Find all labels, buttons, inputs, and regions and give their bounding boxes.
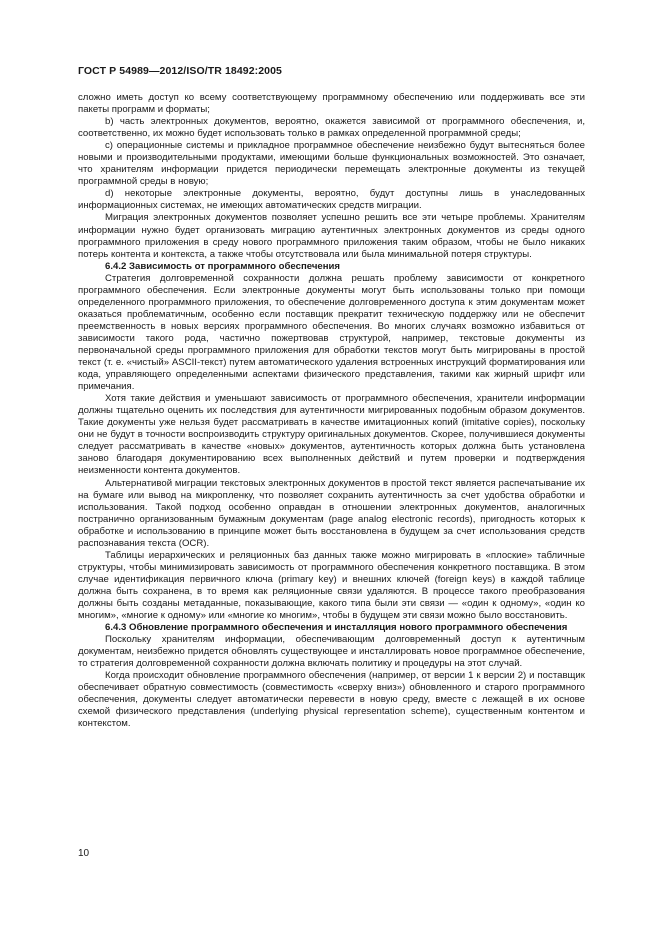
- list-item-b: b) часть электронных документов, вероятно, окажется зависимой от программного обеспечения, и, соответственно, их можно будет использовать только в рамках определенной программной среды;: [78, 116, 585, 140]
- document-header: ГОСТ Р 54989—2012/ISO/TR 18492:2005: [78, 65, 282, 77]
- page-number: 10: [78, 848, 90, 859]
- paragraph: Поскольку хранителям информации, обеспечивающим долговременный доступ к аутентичным документам, неизбежно придется обновлять существующее и инсталлировать новое программное обеспечение, то стратегия долговременной сохранности должна включать политику и процедуры на этот случай.: [78, 634, 585, 670]
- list-item-d: d) некоторые электронные документы, вероятно, будут доступны лишь в унаследованных информационных системах, не имеющих автоматических средств миграции.: [78, 188, 585, 212]
- list-item-c: c) операционные системы и прикладное программное обеспечение неизбежно будут вытесняться более новыми и производительными продуктами, имеющими больше функциональных возможностей. Это означает, что хранителям информации придется периодически перемещать электронные документы из текущей программной среды в новую;: [78, 140, 585, 188]
- paragraph: Миграция электронных документов позволяет успешно решить все эти четыре проблемы. Хранителям информации нужно будет организовать миграцию аутентичных электронных документов из среды одного программного приложения в среду нового программного приложения таким образом, чтобы не было никаких потерь контента и контекста, а также чтобы отсутствовала или была минимальной потеря структуры.: [78, 212, 585, 260]
- paragraph: Таблицы иерархических и реляционных баз данных также можно мигрировать в «плоские» табличные структуры, чтобы минимизировать зависимость от программного обеспечения конкретного поставщика. В этом случае идентификация первичного ключа (primary key) и внешних ключей (foreign keys) в каждой таблице должна быть сохранена, в то время как реляционные связи удаляются. В процессе такого преобразования должны быть созданы метаданные, показывающие, какого типа были эти связи — «один к одному», «один ко многим», «многие к одному» или «многие ко многим», чтобы в будущем эти связи можно было восстановить.: [78, 549, 585, 622]
- paragraph: сложно иметь доступ ко всему соответствующему программному обеспечению или поддерживать все эти пакеты программ и форматы;: [78, 92, 585, 116]
- paragraph: Альтернативой миграции текстовых электронных документов в простой текст является распечатывание их на бумаге или вывод на микропленку, что позволяет сохранить аутентичность за счет удобства обработки и использования. Такой подход особенно оправдан в отношении электронных документов, аналогичных постранично организованным бумажным документам (page analog electronic records), пригодность которых к обработке и использованию в принципе может быть восстановлена в будущем за счет использования средств распознавания текста (OCR).: [78, 477, 585, 549]
- document-body: [78, 92, 585, 730]
- paragraph: Стратегия долговременной сохранности должна решать проблему зависимости от конкретного программного обеспечения. Если электронные документы могут быть использованы только при помощи определенного программного приложения, то обеспечение долговременного доступа к этим документам может оказаться проблематичным, особенно если поставщик прекратит техническую поддержку или не обеспечит преемственность в новых версиях программного обеспечения. Во многих случаях возможно избавиться от зависимости такого рода, частично пожертвовав структурой, например, текстовые документы из первоначальной среды программного приложения для обработки текстов могут быть мигрированы в простой текст (т. е. «чистый» ASCII-текст) путем автоматического удаления встроенных инструкций форматирования или кода, управляющего определенными аспектами физического представления, такими как жирный шрифт или примечания.: [78, 272, 585, 393]
- paragraph: Когда происходит обновление программного обеспечения (например, от версии 1 к версии 2) и поставщик обеспечивает обратную совместимость (совместимость «сверху вниз») обновленного и старого программного обеспечения, документы следует автоматически перевести в новую среду, вместе с лежащей в их основе схемой физического представления (underlying physical representation scheme), существенным контентом и контекстом.: [78, 670, 585, 730]
- paragraph: Хотя такие действия и уменьшают зависимость от программного обеспечения, хранители информации должны тщательно оценить их последствия для аутентичности мигрированных подобным образом документов. Такие документы уже нельзя будет рассматривать в качестве имитационных копий (imitative copies), поскольку они не будут в точности воспроизводить структуру оригинальных документов. Скорее, получившиеся документы следует рассматривать в качестве «новых» документов, аутентичность которых должна быть установлена заново благодаря документированию всех выполненных действий и путем проверки и подтверждения неизменности контента документов.: [78, 393, 585, 477]
- section-heading-6-4-2: 6.4.2 Зависимость от программного обеспечения: [105, 260, 341, 272]
- section-heading-6-4-3: 6.4.3 Обновление программного обеспечения и инсталляция нового программного обеспечения: [105, 622, 568, 634]
